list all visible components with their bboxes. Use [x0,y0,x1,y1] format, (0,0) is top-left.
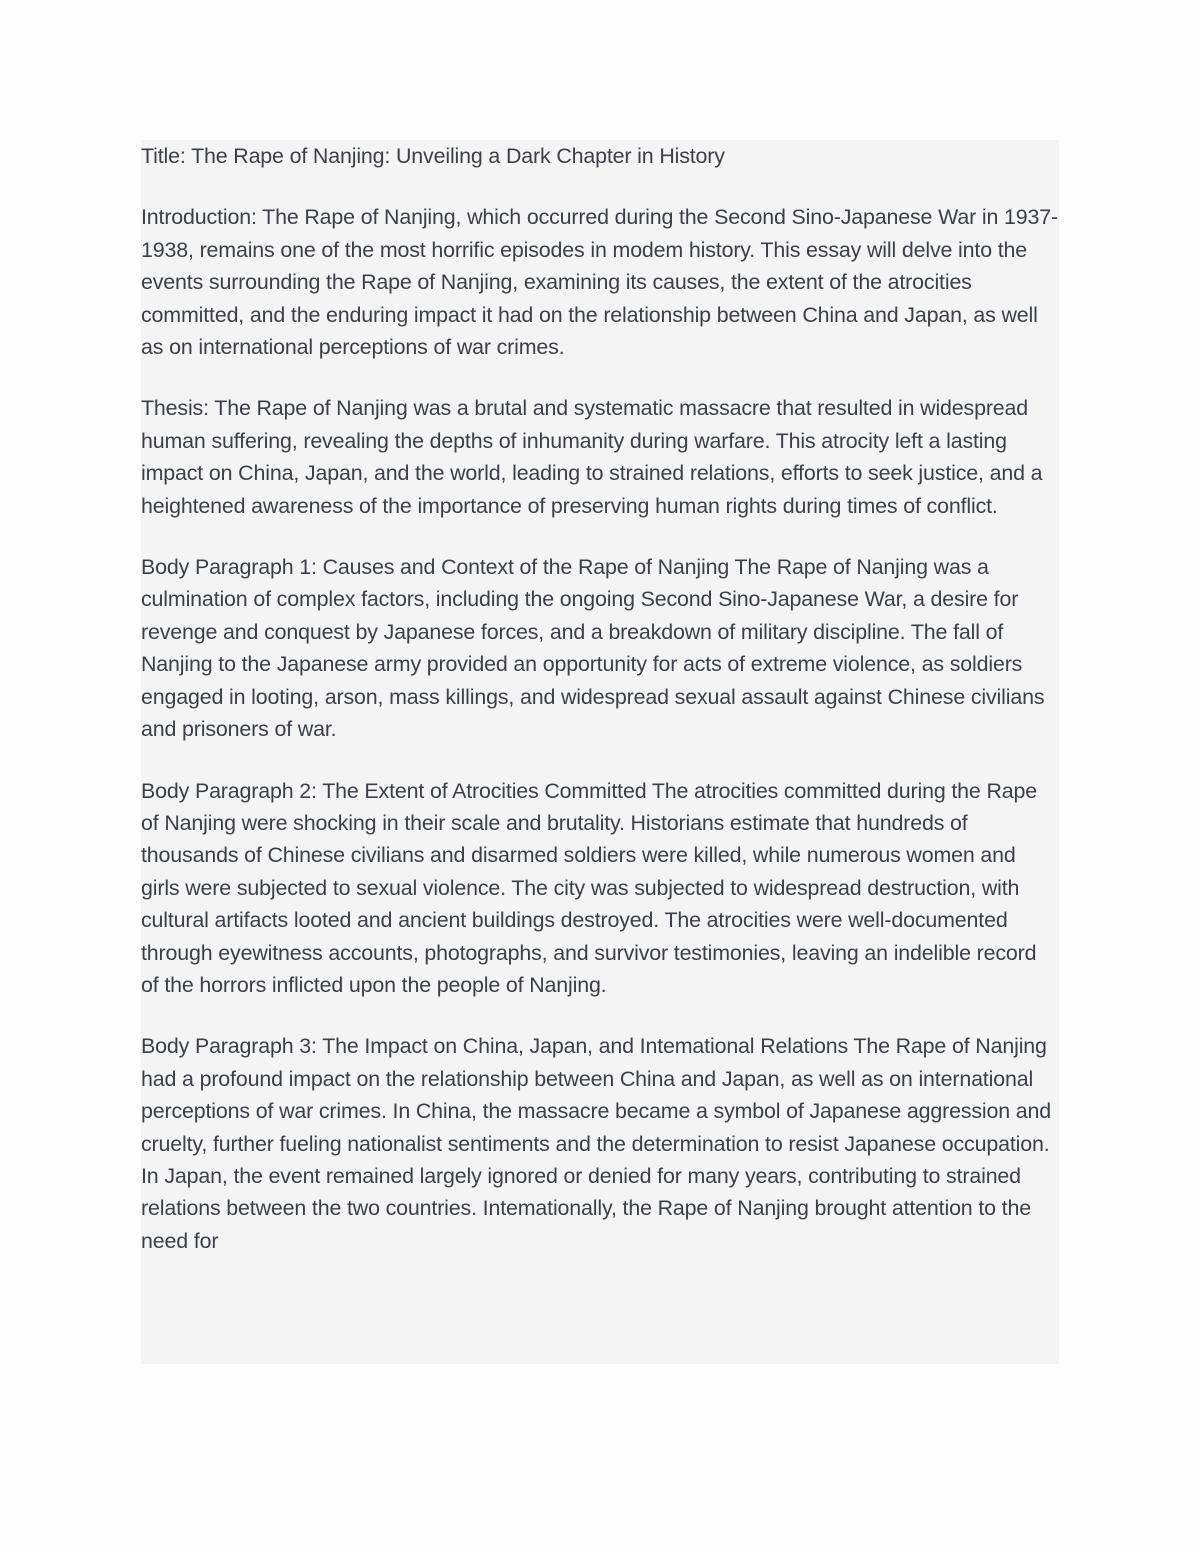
thesis-paragraph: Thesis: The Rape of Nanjing was a brutal and systematic massacre that resulted in widespread human suffering, revealing the depths of inhumanity during warfare. This atrocity left a lasting impact on China, Japan, and the world, leading to strained relations, efforts to seek justice, and a heightened awareness of the importance of preserving human rights during times of conflict. [141,396,1043,518]
body-paragraph-1: Body Paragraph 1: Causes and Context of the Rape of Nanjing The Rape of Nanjing was a culmination of complex factors, including the ongoing Second Sino-Japanese War, a desire for revenge and conquest by Japanese forces, and a breakdown of military discipline. The fall of Nanjing to the Japanese army provided an opportunity for acts of extreme violence, as soldiers engaged in looting, arson, mass killings, and widespread sexual assault against Chinese civilians and prisoners of war. [141,555,1045,742]
essay-text-block [141,140,1059,1364]
introduction-paragraph: Introduction: The Rape of Nanjing, which occurred during the Second Sino-Japanese War in 1937-1938, remains one of the most horrific episodes in modem history. This essay will delve into the events surrounding the Rape of Nanjing, examining its causes, the extent of the atrocities committed, and the enduring impact it had on the relationship between China and Japan, as well as on international perceptions of war crimes. [141,205,1058,360]
body-paragraph-3: Body Paragraph 3: The Impact on China, Japan, and Intemational Relations The Rape of Nanjing had a profound impact on the relationship between China and Japan, as well as on international perceptions of war crimes. In China, the massacre became a symbol of Japanese aggression and cruelty, further fueling nationalist sentiments and the determination to resist Japanese occupation. In Japan, the event remained largely ignored or denied for many years, contributing to strained relations between the two countries. Intemationally, the Rape of Nanjing brought attention to the need for [141,1034,1052,1253]
body-paragraph-2: Body Paragraph 2: The Extent of Atrocities Committed The atrocities committed during the Rape of Nanjing were shocking in their scale and brutality. Historians estimate that hundreds of thousands of Chinese civilians and disarmed soldiers were killed, while numerous women and girls were subjected to sexual violence. The city was subjected to widespread destruction, with cultural artifacts looted and ancient buildings destroyed. The atrocities were well-documented through eyewitness accounts, photographs, and survivor testimonies, leaving an indelible record of the horrors inflicted upon the people of Nanjing. [141,778,1038,997]
essay-title: Title: The Rape of Nanjing: Unveiling a Dark Chapter in History [141,144,725,168]
